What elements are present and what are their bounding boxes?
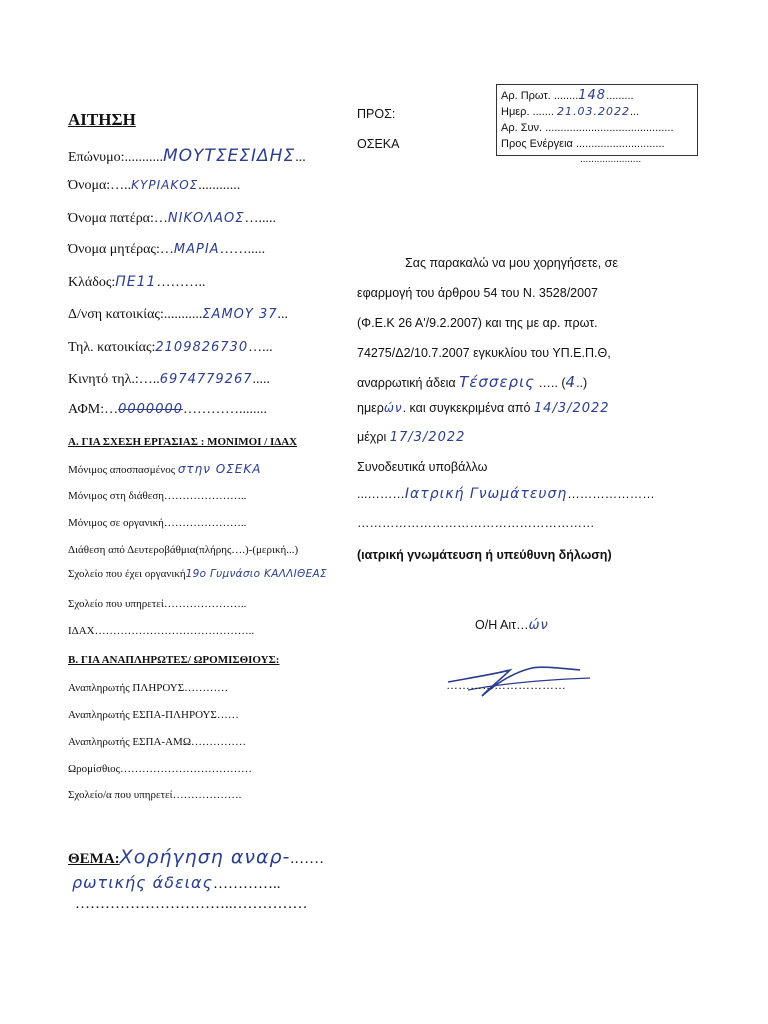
attachments-line-2: ………………………………………………… bbox=[357, 516, 595, 530]
section-a-line-secondary: Διάθεση από Δευτεροβάθμια(πλήρης….)-(μερική...) bbox=[68, 544, 299, 556]
first-name-value: ΚΥΡΙΑΚΟΣ bbox=[131, 178, 199, 192]
field-surname: Επώνυμο:...........ΜΟΥΤΣΕΣΙΔΗΣ... bbox=[68, 146, 306, 166]
surname-value: ΜΟΥΤΣΕΣΙΔΗΣ bbox=[163, 146, 296, 166]
attachment-value: Ιατρική Γνωμάτευση bbox=[404, 486, 568, 502]
section-b-line-full: Αναπληρωτής ΠΛΗΡΟΥΣ………… bbox=[68, 682, 229, 694]
field-address: Δ/νση κατοικίας:...........ΣΑΜΟΥ 37... bbox=[68, 307, 289, 322]
request-line-6: ημερών. και συγκεκριμένα από 14/3/2022 bbox=[357, 401, 610, 416]
school-organic-value: 19ο Γυμνάσιο ΚΑΛΛΙΘΕΑΣ bbox=[185, 568, 327, 580]
field-afm: ΑΦΜ:…0000000…………........ bbox=[68, 402, 268, 417]
field-branch: Κλάδος:ΠΕ11……….. bbox=[68, 274, 206, 290]
signature-dots: ………………………… bbox=[446, 678, 566, 692]
subject-line-2: ρωτικής άδειας………….. bbox=[72, 873, 281, 892]
protocol-stamp bbox=[496, 84, 698, 156]
request-line-7: μέχρι 17/3/2022 bbox=[357, 430, 466, 445]
request-line-4: 74275/Δ2/10.7.2007 εγκυκλίου του ΥΠ.Ε.Π.Θ, bbox=[357, 346, 611, 360]
section-a-line-organic: Μόνιμος σε οργανική………………….. bbox=[68, 517, 247, 529]
stamp-protocol-number: 148 bbox=[578, 88, 607, 103]
subject-hand-1: Χορήγηση αναρ- bbox=[119, 846, 291, 868]
home-phone-value: 2109826730 bbox=[155, 340, 249, 355]
field-mother-name: Όνομα μητέρας:…ΜΑΡΙΑ……..... bbox=[68, 242, 266, 257]
stamp-date: 21.03.2022 bbox=[557, 105, 630, 118]
form-title: ΑΙΤΗΣΗ bbox=[68, 110, 136, 129]
attachments-line-1: ...………Ιατρική Γνωμάτευση………………… bbox=[357, 486, 655, 502]
section-b-line-hourly: Ωρομίσθιος……………………………… bbox=[68, 763, 253, 775]
section-a-line-seconded: Μόνιμος αποσπασμένος στην ΟΣΕΚΑ bbox=[68, 462, 262, 476]
stamp-bottom-dots: ...................... bbox=[580, 154, 642, 165]
leave-days-text: Τέσσερις bbox=[459, 373, 535, 391]
stamp-row-date: Ημερ. ....... 21.03.2022... bbox=[501, 105, 640, 118]
to-label: ΠΡΟΣ: bbox=[357, 107, 396, 121]
section-b-line-espa-full: Αναπληρωτής ΕΣΠΑ-ΠΛΗΡΟΥΣ…… bbox=[68, 709, 239, 721]
attachment-note: (ιατρική γνωμάτευση ή υπεύθυνη δήλωση) bbox=[357, 548, 612, 562]
stamp-row-syn: Αρ. Συν. .......................................... bbox=[501, 122, 674, 134]
subject-line-3: …………………………..…………… bbox=[75, 896, 308, 912]
mother-name-value: ΜΑΡΙΑ bbox=[173, 242, 220, 257]
to-date: 17/3/2022 bbox=[389, 430, 466, 445]
to-recipient: ΟΣΕΚΑ bbox=[357, 137, 400, 151]
seconded-value: στην ΟΣΕΚΑ bbox=[177, 462, 262, 476]
field-father-name: Όνομα πατέρα:…ΝΙΚΟΛΑΟΣ…..... bbox=[68, 211, 276, 226]
father-name-value: ΝΙΚΟΛΑΟΣ bbox=[167, 211, 245, 226]
field-first-name: Όνομα:…..ΚΥΡΙΑΚΟΣ............ bbox=[68, 178, 241, 193]
subject-line-1: ΘΕΜΑ:Χορήγηση αναρ-.…… bbox=[68, 846, 325, 868]
from-date: 14/3/2022 bbox=[533, 401, 610, 416]
request-line-1: Σας παρακαλώ να μου χορηγήσετε, σε bbox=[405, 256, 618, 270]
stamp-row-action: Προς Ενέργεια ............................. bbox=[501, 138, 665, 150]
signature-mark bbox=[440, 652, 600, 700]
branch-value: ΠΕ11 bbox=[115, 274, 157, 290]
section-a-line-school-organic: Σχολείο που έχει οργανική19ο Γυμνάσιο ΚΑΛΛΙΘΕΑΣ bbox=[68, 568, 327, 580]
field-mobile-phone: Κινητό τηλ.:…..6974779267..... bbox=[68, 372, 270, 387]
section-a-line-idax: ΙΔΑΧ…………………………………….. bbox=[68, 625, 255, 637]
stamp-row-protocol: Αρ. Πρωτ. ........148......... bbox=[501, 88, 634, 103]
address-value: ΣΑΜΟΥ 37 bbox=[202, 307, 278, 322]
section-a-line-disposal: Μόνιμος στη διάθεση………………….. bbox=[68, 490, 247, 502]
afm-value: 0000000 bbox=[118, 402, 184, 417]
attachments-label: Συνοδευτικά υποβάλλω bbox=[357, 460, 488, 474]
request-line-3: (Φ.Ε.Κ 26 Α'/9.2.2007) και της με αρ. πρωτ. bbox=[357, 316, 598, 330]
subject-hand-2: ρωτικής άδειας bbox=[72, 873, 213, 892]
section-a-heading: Α. ΓΙΑ ΣΧΕΣΗ ΕΡΓΑΣΙΑΣ : ΜΟΝΙΜΟΙ / ΙΔΑΧ bbox=[68, 436, 298, 448]
section-a-line-school-serving: Σχολείο που υπηρετεί………………….. bbox=[68, 598, 247, 610]
field-home-phone: Τηλ. κατοικίας:2109826730…... bbox=[68, 340, 273, 355]
leave-days-number: 4 bbox=[565, 373, 577, 391]
signer-line: Ο/Η Αιτ…ών bbox=[475, 618, 549, 633]
section-b-line-espa-amo: Αναπληρωτής ΕΣΠΑ-ΑΜΩ…………… bbox=[68, 736, 246, 748]
section-b-line-schools: Σχολείο/α που υπηρετεί………………. bbox=[68, 789, 242, 801]
request-line-2: εφαρμογή του άρθρου 54 του Ν. 3528/2007 bbox=[357, 286, 598, 300]
subject-label: ΘΕΜΑ: bbox=[68, 851, 120, 867]
mobile-phone-value: 6974779267 bbox=[159, 372, 253, 387]
request-line-5: αναρρωτική άδεια Τέσσερις ….. (4..) bbox=[357, 373, 588, 391]
section-b-heading: Β. ΓΙΑ ΑΝΑΠΛΗΡΩΤΕΣ/ ΩΡΟΜΙΣΘΙΟΥΣ: bbox=[68, 654, 280, 666]
